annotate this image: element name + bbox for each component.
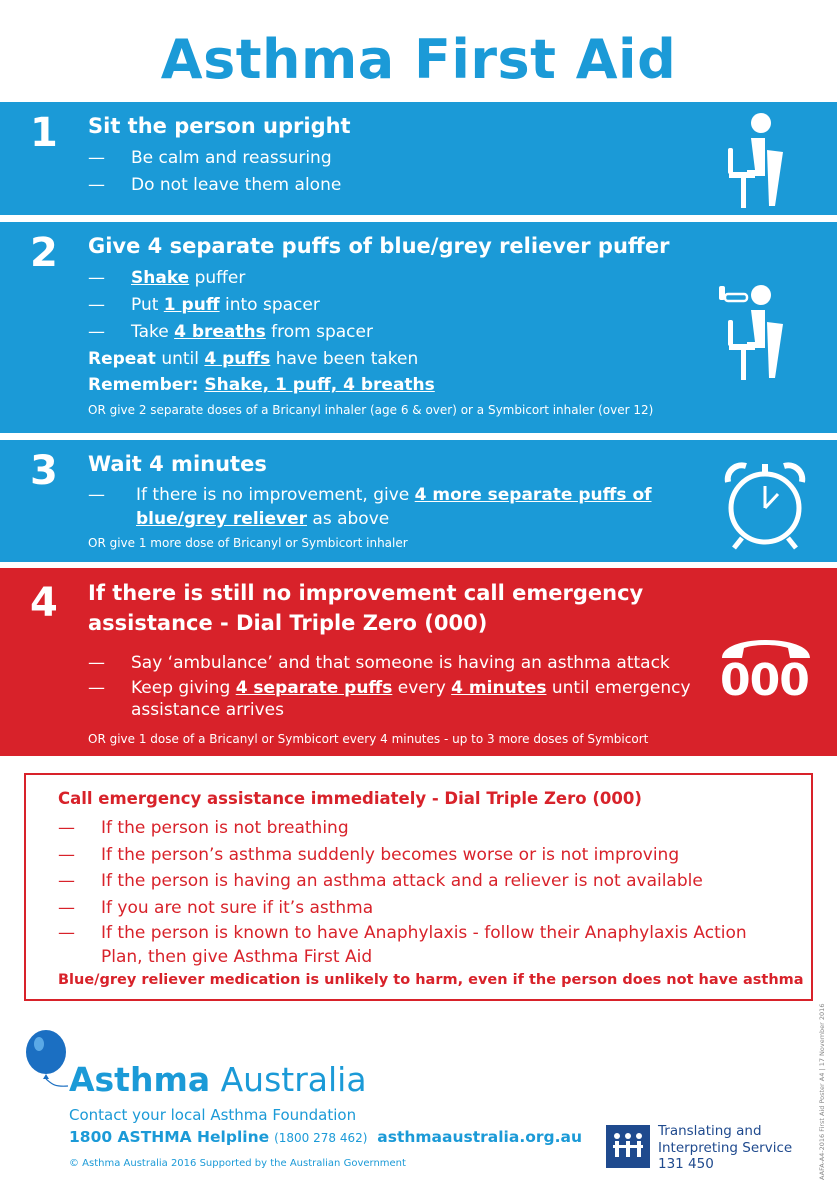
list-item: — Be calm and reassuring <box>88 148 332 168</box>
list-item: — Say ‘ambulance’ and that someone is having an asthma attack <box>88 653 670 673</box>
list-item: — Do not leave them alone <box>88 175 342 195</box>
step-heading: Sit the person upright <box>88 114 351 138</box>
list-item: — Shake puffer <box>88 268 246 288</box>
step-4-panel <box>0 568 837 756</box>
remember-line: Remember: Shake, 1 puff, 4 breaths <box>88 375 435 395</box>
list-item: — If the person is having an asthma attack and a reliever is not available <box>58 871 703 891</box>
asthma-australia-logo: Asthma Australia <box>69 1060 367 1099</box>
step-2-panel <box>0 222 837 433</box>
alarm-clock-icon <box>722 458 808 552</box>
tis-text: Translating and Interpreting Service 131 450 <box>658 1123 793 1172</box>
step-3-panel <box>0 440 837 562</box>
list-item: — Take 4 breaths from spacer <box>88 322 373 342</box>
repeat-line: Repeat until 4 puffs have been taken <box>88 349 419 369</box>
step-number: 1 <box>30 110 58 156</box>
step-number: 2 <box>30 230 58 276</box>
alert-heading: Call emergency assistance immediately - Dial Triple Zero (000) <box>58 789 642 808</box>
list-item: — If the person’s asthma suddenly becomes worse or is not improving <box>58 844 680 865</box>
step-number: 4 <box>30 580 58 626</box>
step-note: OR give 1 dose of a Bricanyl or Symbicort every 4 minutes - up to 3 more doses of Symbicort <box>88 732 649 746</box>
alert-list <box>58 815 798 969</box>
emergency-alert-box <box>24 773 813 1001</box>
list-item: — If the person is known to have Anaphylaxis - follow their Anaphylaxis Action Plan, then give Asthma First Aid <box>58 923 747 967</box>
copyright-text: © Asthma Australia 2016 Supported by the Australian Government <box>69 1158 406 1169</box>
step-heading: Wait 4 minutes <box>88 452 267 476</box>
person-sitting-icon <box>725 110 789 210</box>
step-note: OR give 1 more dose of Bricanyl or Symbicort inhaler <box>88 536 408 550</box>
helpline-number: (1800 278 462) <box>274 1131 368 1145</box>
contact-text: Contact your local Asthma Foundation <box>69 1106 357 1124</box>
person-with-puffer-icon <box>715 278 795 388</box>
triple-zero-label: 000 <box>720 655 809 706</box>
helpline-text: 1800 ASTHMA Helpline <box>69 1128 270 1146</box>
step-heading: Give 4 separate puffs of blue/grey reliever puffer <box>88 234 670 258</box>
step-note: OR give 2 separate doses of a Bricanyl inhaler (age 6 & over) or a Symbicort inhaler (over 12) <box>88 403 654 417</box>
list-item: — Keep giving 4 separate puffs every 4 minutes until emergency assistance arrives <box>88 678 691 720</box>
step-heading: If there is still no improvement call emergency assistance - Dial Triple Zero (000) <box>88 581 644 635</box>
page-title: Asthma First Aid <box>160 28 677 91</box>
alert-footer: Blue/grey reliever medication is unlikely to harm, even if the person does not have asthma <box>58 972 804 988</box>
step-1-panel <box>0 102 837 215</box>
list-item: — If you are not sure if it’s asthma <box>58 897 374 918</box>
step-number: 3 <box>30 448 58 494</box>
website-link[interactable]: asthmaaustralia.org.au <box>377 1128 582 1146</box>
document-code: AAFA-A4-2016 First Aid Poster A4 | 17 November 2016 <box>818 1003 826 1180</box>
tis-logo-icon <box>606 1125 650 1168</box>
list-item: — Put 1 puff into spacer <box>88 295 320 315</box>
helpline-line <box>69 1128 582 1146</box>
balloon-logo-icon <box>24 1030 72 1090</box>
telephone-000-icon <box>718 628 814 708</box>
list-item: — If there is no improvement, give 4 more separate puffs of blue/grey reliever as above <box>88 485 652 529</box>
list-item: — If the person is not breathing <box>58 818 349 838</box>
